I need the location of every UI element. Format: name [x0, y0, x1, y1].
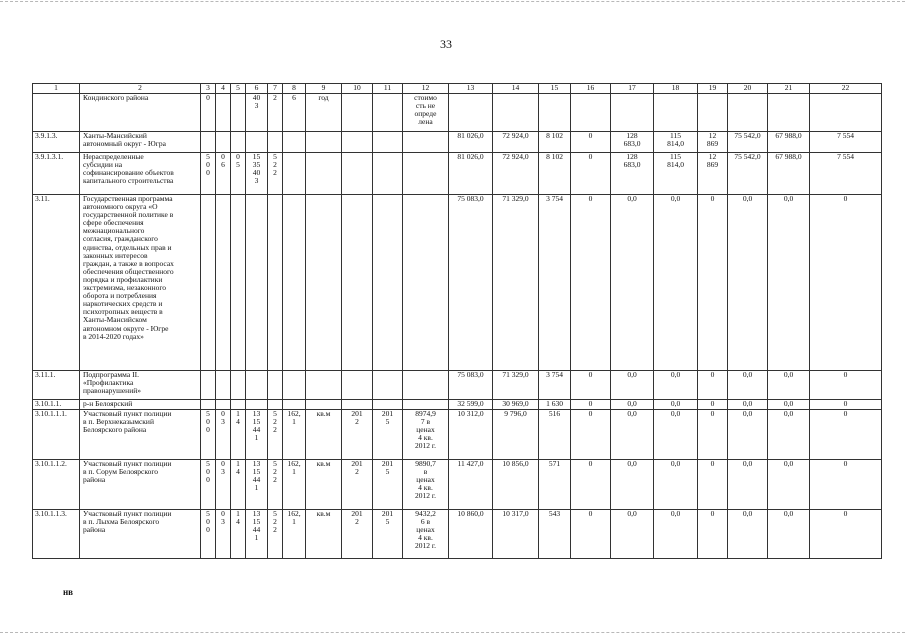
table-cell — [654, 94, 698, 132]
table-cell: 0,0 — [768, 510, 810, 559]
table-cell: 12 869 — [698, 132, 728, 153]
table-cell — [231, 132, 246, 153]
table-cell: 6 — [283, 94, 306, 132]
table-cell: 0,0 — [768, 195, 810, 371]
table-cell — [449, 94, 493, 132]
table-cell: 81 026,0 — [449, 153, 493, 195]
table-cell: 571 — [539, 460, 571, 510]
table-cell — [373, 371, 403, 400]
table-cell: 0 — [698, 371, 728, 400]
header-cell: 16 — [571, 84, 611, 94]
header-row — [33, 84, 882, 94]
row-name-cell: Ханты-Мансийский автономный округ - Югра — [80, 132, 201, 153]
table-cell — [216, 371, 231, 400]
table-cell: 5 2 2 — [268, 410, 283, 460]
header-cell: 20 — [728, 84, 768, 94]
table-cell: год — [306, 94, 342, 132]
table-cell: 10 860,0 — [449, 510, 493, 559]
table-cell: 0,0 — [728, 460, 768, 510]
table-cell — [283, 153, 306, 195]
table-cell: 71 329,0 — [493, 195, 539, 371]
table-row — [33, 400, 882, 410]
page-number: 33 — [440, 37, 452, 51]
table-cell — [283, 371, 306, 400]
table-cell — [810, 94, 882, 132]
table-cell: 13 15 44 1 — [246, 410, 268, 460]
table-cell — [342, 195, 373, 371]
table-cell — [373, 132, 403, 153]
table-cell: 9890,7 в ценах 4 кв. 2012 г. — [403, 460, 449, 510]
header-cell: 2 — [80, 84, 201, 94]
table-cell: 0 3 — [216, 460, 231, 510]
table-cell: 128 683,0 — [611, 153, 654, 195]
table-cell — [373, 94, 403, 132]
table-cell: 0 — [571, 371, 611, 400]
table-cell — [571, 94, 611, 132]
table-cell: 0 — [810, 510, 882, 559]
table-cell: 0 — [810, 371, 882, 400]
header-cell: 9 — [306, 84, 342, 94]
table-cell: 516 — [539, 410, 571, 460]
table-cell: 10 856,0 — [493, 460, 539, 510]
table-cell — [201, 371, 216, 400]
table-cell: 2 — [268, 94, 283, 132]
table-cell: 0 — [698, 195, 728, 371]
table-cell — [268, 400, 283, 410]
table-cell: 0 — [571, 153, 611, 195]
table-cell: 0 — [698, 410, 728, 460]
table-cell — [768, 94, 810, 132]
table-cell: 162, 1 — [283, 510, 306, 559]
table-cell: 75 083,0 — [449, 195, 493, 371]
table-cell: 0 — [571, 510, 611, 559]
header-cell: 6 — [246, 84, 268, 94]
budget-table — [32, 83, 882, 559]
table-cell: 0,0 — [611, 195, 654, 371]
table-cell: 13 15 44 1 — [246, 510, 268, 559]
table-cell: 0 — [571, 132, 611, 153]
table-cell — [342, 153, 373, 195]
row-name-cell: Участковый пункт полиции в п. Верхнеказымский Белоярского района — [80, 410, 201, 460]
table-cell: 72 924,0 — [493, 153, 539, 195]
row-name-cell: Государственная программа автономного округа «О государственной политике в сфере обеспечения межнационального согласия, гражданского единства, отдельных прав и законных интересов граждан, а также в вопросах обеспечения общественного порядка и профилактики экстремизма, незаконного оборота и потребления наркотических средств и психотропных веществ в Ханты-Мансийском автономном округе - Югре в 2014-2020 годах» — [80, 195, 201, 371]
row-code-cell: 3.11. — [33, 195, 80, 371]
table-cell — [306, 132, 342, 153]
table-cell: 0 — [571, 460, 611, 510]
header-cell: 19 — [698, 84, 728, 94]
table-cell — [306, 195, 342, 371]
table-cell — [246, 371, 268, 400]
table-cell — [231, 195, 246, 371]
table-cell: 0,0 — [728, 195, 768, 371]
table-cell — [283, 132, 306, 153]
table-cell: 115 814,0 — [654, 153, 698, 195]
header-cell: 15 — [539, 84, 571, 94]
table-row — [33, 195, 882, 371]
table-cell: 201 2 — [342, 510, 373, 559]
header-cell: 21 — [768, 84, 810, 94]
table-cell: 1 4 — [231, 410, 246, 460]
table-cell: 11 427,0 — [449, 460, 493, 510]
table-cell — [216, 195, 231, 371]
table-row — [33, 94, 882, 132]
table-cell: кв.м — [306, 410, 342, 460]
table-cell — [201, 400, 216, 410]
table-cell — [283, 400, 306, 410]
header-cell: 3 — [201, 84, 216, 94]
table-cell — [403, 132, 449, 153]
table-cell — [342, 371, 373, 400]
table-cell: 201 5 — [373, 460, 403, 510]
table-cell: 0,0 — [654, 410, 698, 460]
row-code-cell — [33, 94, 80, 132]
table-cell: 0 — [810, 410, 882, 460]
table-cell: 8 102 — [539, 132, 571, 153]
row-code-cell: 3.10.1.1.2. — [33, 460, 80, 510]
table-cell: 0 — [810, 460, 882, 510]
table-cell — [283, 195, 306, 371]
table-cell: 0 — [571, 400, 611, 410]
table-cell: 0,0 — [728, 510, 768, 559]
header-cell: 10 — [342, 84, 373, 94]
table-cell: 32 599,0 — [449, 400, 493, 410]
table-cell: 71 329,0 — [493, 371, 539, 400]
table-cell — [246, 132, 268, 153]
table-cell: 3 754 — [539, 195, 571, 371]
table-row — [33, 510, 882, 559]
table-cell: 0,0 — [728, 410, 768, 460]
table-cell: 0,0 — [654, 371, 698, 400]
table-cell — [403, 400, 449, 410]
table-cell: 13 15 44 1 — [246, 460, 268, 510]
header-cell: 11 — [373, 84, 403, 94]
table-cell — [246, 195, 268, 371]
header-cell: 4 — [216, 84, 231, 94]
scan-bottom-edge — [0, 632, 905, 633]
table-cell: 5 0 0 — [201, 460, 216, 510]
table-cell: 5 2 2 — [268, 510, 283, 559]
table-cell — [403, 371, 449, 400]
table-cell: 7 554 — [810, 153, 882, 195]
table-cell: 8974,9 7 в ценах 4 кв. 2012 г. — [403, 410, 449, 460]
table-cell: 0 5 — [231, 153, 246, 195]
header-cell: 12 — [403, 84, 449, 94]
table-cell: стоимо сть не опреде лена — [403, 94, 449, 132]
table-cell: 9 796,0 — [493, 410, 539, 460]
table-cell: 543 — [539, 510, 571, 559]
row-name-cell: Участковый пункт полиции в п. Лыхма Белоярского района — [80, 510, 201, 559]
table-cell — [342, 132, 373, 153]
table-cell: 0 3 — [216, 510, 231, 559]
table-cell — [201, 132, 216, 153]
table-row — [33, 410, 882, 460]
table-cell: 0 3 — [216, 410, 231, 460]
table-cell — [268, 371, 283, 400]
table-cell: 201 2 — [342, 410, 373, 460]
table-cell — [216, 94, 231, 132]
table-cell: 0,0 — [611, 460, 654, 510]
table-cell: 81 026,0 — [449, 132, 493, 153]
table-cell: 0 — [698, 510, 728, 559]
table-cell — [201, 195, 216, 371]
table-cell — [728, 94, 768, 132]
table-cell: 0,0 — [728, 371, 768, 400]
row-name-cell: Участковый пункт полиции в п. Сорум Белоярского района — [80, 460, 201, 510]
row-code-cell: 3.10.1.1.3. — [33, 510, 80, 559]
table-cell: 0,0 — [768, 460, 810, 510]
table-cell: 0 6 — [216, 153, 231, 195]
table-cell: 0 — [201, 94, 216, 132]
table-cell: 0,0 — [768, 410, 810, 460]
table-cell — [373, 400, 403, 410]
table-cell: 0 — [810, 195, 882, 371]
table-cell: 0,0 — [654, 510, 698, 559]
row-name-cell: Нераспределенные субсидии на софинансирование объектов капитального строительства — [80, 153, 201, 195]
table-cell — [342, 94, 373, 132]
table-cell: 0,0 — [611, 371, 654, 400]
table-cell — [342, 400, 373, 410]
row-code-cell: 3.11.1. — [33, 371, 80, 400]
table-cell — [216, 400, 231, 410]
table-cell: 0 — [571, 410, 611, 460]
table-cell: 0,0 — [768, 400, 810, 410]
table-cell — [306, 400, 342, 410]
table-cell: 40 3 — [246, 94, 268, 132]
table-cell: 0 — [698, 460, 728, 510]
table-cell: 15 35 40 3 — [246, 153, 268, 195]
table-cell: 30 969,0 — [493, 400, 539, 410]
table-cell: 5 0 0 — [201, 410, 216, 460]
table-cell: 0,0 — [611, 400, 654, 410]
header-cell: 18 — [654, 84, 698, 94]
table-cell: 7 554 — [810, 132, 882, 153]
table-cell — [268, 132, 283, 153]
table-cell — [493, 94, 539, 132]
table-cell — [216, 132, 231, 153]
table-cell: 5 2 2 — [268, 460, 283, 510]
table-row — [33, 132, 882, 153]
table-cell — [373, 195, 403, 371]
table-cell: 0 — [810, 400, 882, 410]
table-cell — [231, 371, 246, 400]
header-cell: 7 — [268, 84, 283, 94]
table-cell: 0,0 — [768, 371, 810, 400]
table-cell: 5 0 0 — [201, 153, 216, 195]
table-cell — [403, 195, 449, 371]
table-cell: 75 083,0 — [449, 371, 493, 400]
table-cell: 0 — [571, 195, 611, 371]
table-cell: 12 869 — [698, 153, 728, 195]
table-cell: 0,0 — [611, 410, 654, 460]
table-cell: кв.м — [306, 510, 342, 559]
table-cell: 0,0 — [654, 195, 698, 371]
row-name-cell: р-н Белоярский — [80, 400, 201, 410]
header-cell: 22 — [810, 84, 882, 94]
table-row — [33, 460, 882, 510]
table-cell — [373, 153, 403, 195]
table-cell: 5 0 0 — [201, 510, 216, 559]
table-cell — [698, 94, 728, 132]
header-cell: 17 — [611, 84, 654, 94]
row-code-cell: 3.10.1.1.1. — [33, 410, 80, 460]
table-cell — [306, 371, 342, 400]
table-cell: 1 4 — [231, 460, 246, 510]
table-cell: 0 — [698, 400, 728, 410]
header-cell: 8 — [283, 84, 306, 94]
row-code-cell: 3.9.1.3.1. — [33, 153, 80, 195]
scan-top-edge — [0, 1, 905, 2]
header-cell: 13 — [449, 84, 493, 94]
table-cell: 67 988,0 — [768, 132, 810, 153]
table-cell: 75 542,0 — [728, 153, 768, 195]
table-cell — [403, 153, 449, 195]
table-cell: 128 683,0 — [611, 132, 654, 153]
row-code-cell: 3.9.1.3. — [33, 132, 80, 153]
table-cell: 162, 1 — [283, 460, 306, 510]
table-cell: 0,0 — [654, 400, 698, 410]
table-cell — [231, 94, 246, 132]
footer-mark: нв — [63, 587, 74, 597]
table-cell: 1 4 — [231, 510, 246, 559]
table-cell — [246, 400, 268, 410]
table-cell — [231, 400, 246, 410]
table-cell: 201 5 — [373, 510, 403, 559]
row-code-cell: 3.10.1.1. — [33, 400, 80, 410]
table-cell: 3 754 — [539, 371, 571, 400]
table-cell: 10 317,0 — [493, 510, 539, 559]
row-name-cell: Кондинского района — [80, 94, 201, 132]
table-cell: 9432,2 6 в ценах 4 кв. 2012 г. — [403, 510, 449, 559]
table-cell: 72 924,0 — [493, 132, 539, 153]
table-cell: 0,0 — [728, 400, 768, 410]
table-cell — [539, 94, 571, 132]
header-cell: 14 — [493, 84, 539, 94]
table-cell: 201 5 — [373, 410, 403, 460]
table-cell — [611, 94, 654, 132]
table-cell: 8 102 — [539, 153, 571, 195]
table-cell: 201 2 — [342, 460, 373, 510]
table-cell — [306, 153, 342, 195]
header-cell: 1 — [33, 84, 80, 94]
table-cell: 115 814,0 — [654, 132, 698, 153]
table-cell: 0,0 — [654, 460, 698, 510]
table-cell: 5 2 2 — [268, 153, 283, 195]
table-cell: кв.м — [306, 460, 342, 510]
table-row — [33, 371, 882, 400]
table-cell: 0,0 — [611, 510, 654, 559]
table-row — [33, 153, 882, 195]
row-name-cell: Подпрограмма II. «Профилактика правонарушений» — [80, 371, 201, 400]
table-cell: 67 988,0 — [768, 153, 810, 195]
header-cell: 5 — [231, 84, 246, 94]
table-cell: 75 542,0 — [728, 132, 768, 153]
table-cell: 1 630 — [539, 400, 571, 410]
table-cell: 162, 1 — [283, 410, 306, 460]
table-cell — [268, 195, 283, 371]
table-cell: 10 312,0 — [449, 410, 493, 460]
